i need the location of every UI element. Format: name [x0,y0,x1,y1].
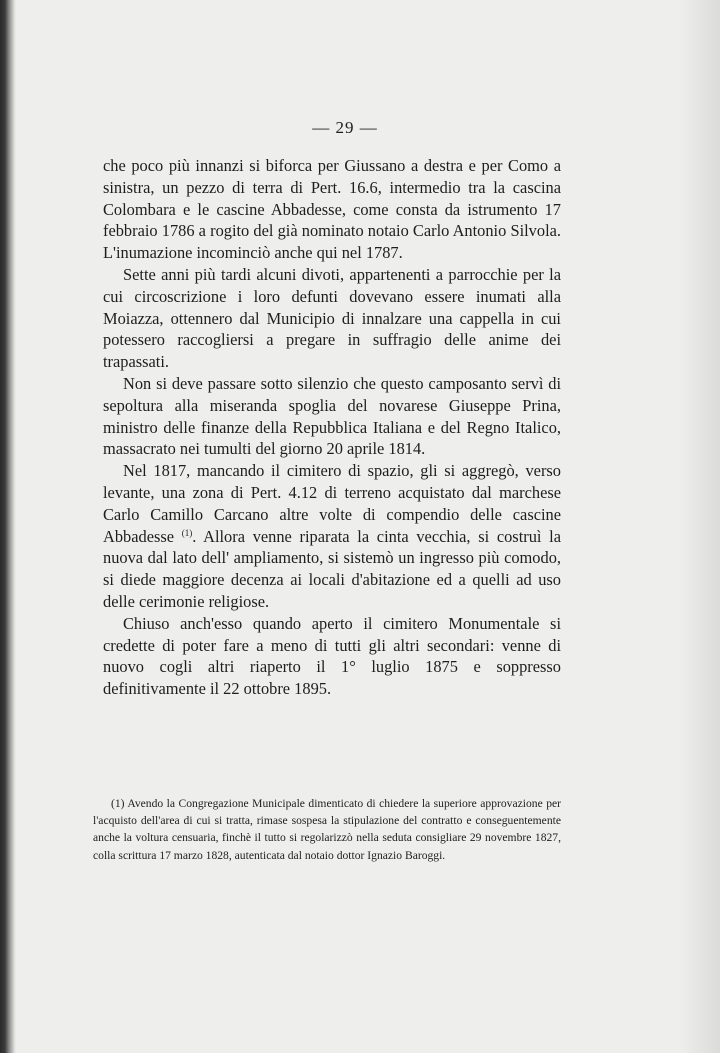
paragraph-4 [103,460,561,613]
footnotes [93,795,561,864]
page-binding-edge [0,0,16,1053]
body-text [103,155,561,700]
paragraph-2: Sette anni più tardi alcuni divoti, appartenenti a parrocchie per la cui circoscrizione i loro defunti dovevano essere inumati alla Moiazza, ottennero dal Municipio di innalzare una cappella in cui potessero raccogliersi a pregare in suffragio delle anime dei trapassati. [103,264,561,372]
paragraph-4-text-before: Nel 1817, mancando il cimitero di spazio, gli si aggregò, verso levante, una zona di Pert. 4.12 di terreno acquistato dal marchese Carlo Camillo Carcano altre volte di compendio delle cascine Abbadesse [103,461,561,546]
paragraph-5: Chiuso anch'esso quando aperto il cimitero Monumentale si credette di poter fare a meno di tutti gli altri secondari: venne di nuovo cogli altri riaperto il 1° luglio 1875 e soppresso definitivamente il 22 ottobre 1895. [103,613,561,699]
paragraph-3: Non si deve passare sotto silenzio che questo camposanto servì di sepoltura alla miseranda spoglia del novarese Giuseppe Prina, ministro delle finanze della Repubblica Italiana e del Regno Italico, massacrato nei tumulti del giorno 20 aprile 1814. [103,373,561,459]
footnote-reference: (1) [181,527,193,538]
footnote-1: (1) Avendo la Congregazione Municipale dimenticato di chiedere la superiore approvazione per l'acquisto dell'area di cui si tratta, rimase sospesa la stipulazione del contratto e conseguentemente anche la voltura censuaria, finchè il tutto si regolarizzò nella seduta consigliare 29 novembre 1827, colla scrittura 17 marzo 1828, autenticata dal notaio dottor Ignazio Baroggi. [93,797,561,862]
paragraph-4-text-after: . Allora venne riparata la cinta vecchia, si costruì la nuova dal lato dell' ampliamento, si sistemò un ingresso più comodo, si diede maggiore decenza ai locali d'abitazione ed a quelli ad uso delle cerimonie religiose. [103,526,561,611]
page-shadow [680,0,720,1053]
page-number: — 29 — [312,118,378,137]
paragraph-1: che poco più innanzi si biforca per Giussano a destra e per Como a sinistra, un pezzo di terra di Pert. 16.6, intermedio tra la cascina Colombara e le cascine Abbadesse, come consta da istrumento 17 febbraio 1786 a rogito del già nominato notaio Carlo Antonio Silvola. L'inumazione incominciò anche qui nel 1787. [103,156,561,263]
